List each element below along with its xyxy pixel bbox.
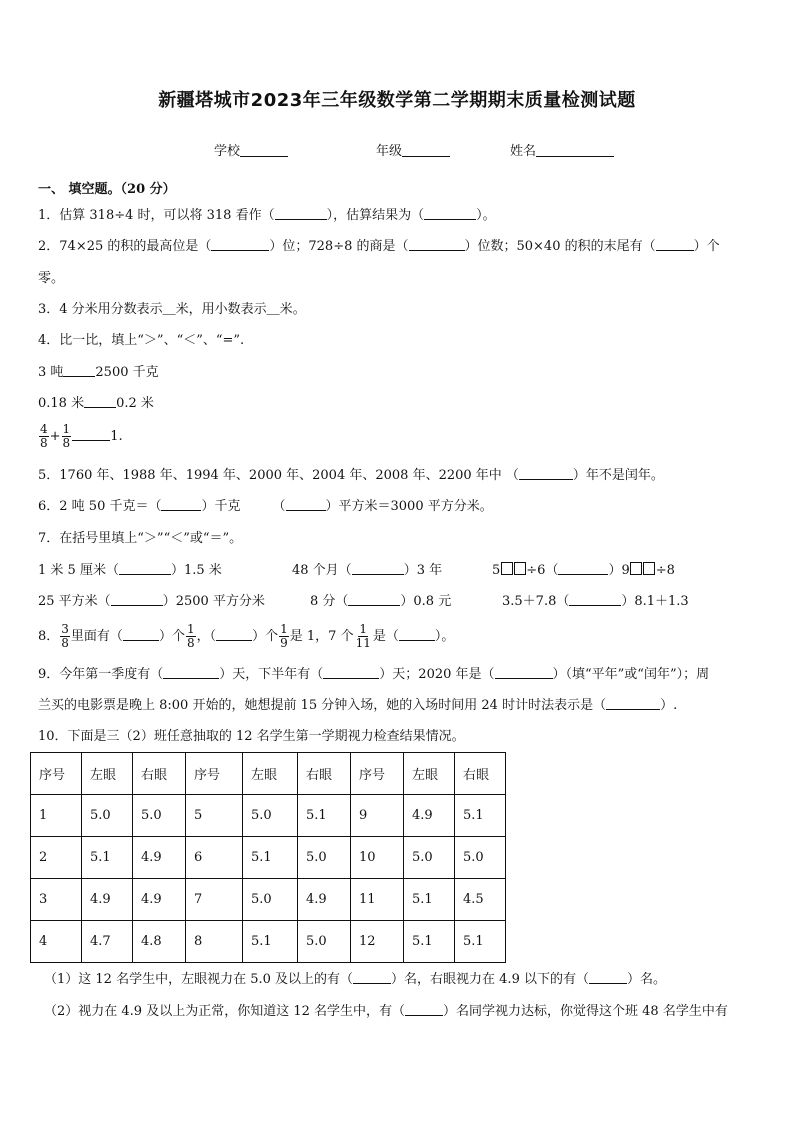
- header-cell: 右眼: [455, 753, 506, 795]
- question-4-row-1: [38, 364, 159, 382]
- table-cell: 5.1: [82, 837, 133, 879]
- q7-item-6: [502, 593, 689, 611]
- table-cell: 3: [31, 879, 82, 921]
- answer-blank[interactable]: [163, 666, 219, 679]
- q4-right: 1.: [110, 429, 123, 444]
- grade-label: 年级: [376, 144, 403, 159]
- q8-text: ）。: [434, 629, 455, 644]
- answer-blank[interactable]: [519, 467, 573, 480]
- table-cell: 8: [186, 921, 243, 963]
- q9-text: 兰买的电影票是晚上 8:00 开始的，她想提前 15 分钟入场，她的入场时间用 24 时计时法表示是（: [38, 698, 607, 713]
- answer-blank[interactable]: [216, 628, 252, 641]
- table-cell: 4.9: [404, 795, 455, 837]
- name-field: [510, 140, 614, 159]
- name-label: 姓名: [510, 144, 537, 159]
- fraction: [279, 623, 289, 650]
- answer-blank[interactable]: [353, 971, 391, 984]
- answer-blank[interactable]: [119, 562, 171, 575]
- numerator: 3: [61, 622, 69, 636]
- answer-blank[interactable]: [111, 593, 163, 606]
- q7-item-3: [492, 562, 675, 580]
- table-cell: 10: [351, 837, 404, 879]
- table-row: [31, 921, 506, 963]
- header-cell: 序号: [351, 753, 404, 795]
- question-4: 4．比一比，填上“＞”、“＜”、“=”.: [38, 333, 245, 348]
- question-9-cont: [38, 697, 677, 715]
- sub1-text: ）名，右眼视力在 4.9 以下的有（: [391, 972, 589, 987]
- school-field: [214, 140, 288, 159]
- table-cell: 9: [351, 795, 404, 837]
- school-blank[interactable]: [240, 142, 288, 157]
- answer-blank[interactable]: [84, 395, 116, 408]
- q1-text-b: ），估算结果为（: [326, 208, 425, 223]
- plus-sign: +: [49, 429, 61, 444]
- numerator: 1: [186, 622, 195, 636]
- header-cell: 序号: [186, 753, 243, 795]
- header-cell: 右眼: [298, 753, 351, 795]
- q6-text-d: ）平方米＝3000 平方分米。: [325, 499, 493, 514]
- table-cell: 5.0: [243, 795, 298, 837]
- header-cell: 左眼: [243, 753, 298, 795]
- q7-item-4: [38, 593, 265, 611]
- denominator: 8: [40, 436, 48, 450]
- denominator: 8: [186, 636, 195, 650]
- table-cell: 12: [351, 921, 404, 963]
- answer-blank[interactable]: [399, 628, 435, 641]
- q4-left: 0.18 米: [38, 396, 85, 411]
- q1-text-c: ）。: [476, 208, 496, 223]
- denominator: 8: [61, 636, 69, 650]
- table-cell: 4.9: [298, 879, 351, 921]
- answer-blank[interactable]: [569, 593, 621, 606]
- table-cell: 5.0: [133, 795, 186, 837]
- answer-blank[interactable]: [275, 207, 327, 220]
- q7-text: ）1.5 米: [170, 563, 222, 578]
- question-9: [38, 666, 709, 684]
- q4-right: 0.2 米: [116, 396, 154, 411]
- table-cell: 4.9: [133, 879, 186, 921]
- table-cell: 1: [31, 795, 82, 837]
- q2-text-a: 2．74×25 的积的最高位是（: [38, 239, 212, 254]
- question-6: [38, 498, 493, 516]
- answer-blank[interactable]: [352, 562, 404, 575]
- q7-text: 1 米 5 厘米（: [38, 563, 119, 578]
- q7-item-2: [292, 562, 442, 580]
- question-3: 3．4 分米用分数表示＿米，用小数表示＿米。: [38, 302, 306, 317]
- q8-text: 是（: [372, 629, 399, 644]
- table-row: [31, 837, 506, 879]
- table-cell: 5.1: [455, 795, 506, 837]
- table-cell: 6: [186, 837, 243, 879]
- table-cell: 5.1: [243, 837, 298, 879]
- q7-text: ）0.8 元: [400, 594, 452, 609]
- q2-text-d: ）个: [693, 239, 720, 254]
- section-heading: 一、 填空题。（20 分）: [38, 182, 176, 197]
- table-cell: 5.0: [455, 837, 506, 879]
- q9-text: ）（填“平年”或“闰年”）；周: [552, 667, 710, 682]
- table-cell: 4.8: [133, 921, 186, 963]
- question-1: [38, 207, 496, 225]
- table-cell: 2: [31, 837, 82, 879]
- table-cell: 5.0: [243, 879, 298, 921]
- answer-blank[interactable]: [656, 238, 694, 251]
- q6-text-c: （: [272, 499, 286, 514]
- table-cell: 5.1: [455, 921, 506, 963]
- sub1-text: ）名。: [626, 972, 666, 987]
- question-8: [38, 622, 454, 652]
- q9-text: ）天，下半年有（: [219, 667, 324, 682]
- table-cell: 7: [186, 879, 243, 921]
- q4-right: 2500 千克: [95, 365, 159, 380]
- question-7: 7．在括号里填上“＞”“＜”或“＝”。: [38, 531, 243, 546]
- q7-text: 5: [492, 563, 501, 578]
- answer-blank[interactable]: [495, 666, 553, 679]
- q8-text: 里面有（: [70, 629, 123, 644]
- q6-text-b: ）千克: [201, 499, 241, 514]
- table-cell: 5: [186, 795, 243, 837]
- table-cell: 4.9: [82, 879, 133, 921]
- q7-text: ）3 年: [403, 563, 443, 578]
- answer-blank[interactable]: [72, 428, 110, 441]
- name-blank[interactable]: [536, 142, 614, 157]
- numerator: 1: [280, 622, 288, 636]
- q4-left: 3 吨: [38, 365, 64, 380]
- fraction: [39, 423, 49, 450]
- answer-blank[interactable]: [323, 666, 379, 679]
- q2-text-b: ）位；728÷8 的商是（: [269, 239, 409, 254]
- q7-text: 3.5＋7.8（: [502, 594, 570, 609]
- q6-text-a: 6．2 吨 50 千克＝（: [38, 499, 162, 514]
- digit-box[interactable]: [643, 562, 655, 575]
- school-label: 学校: [214, 144, 241, 159]
- header-cell: 序号: [31, 753, 82, 795]
- q7-text: 8 分（: [310, 594, 349, 609]
- q5-text-a: 5．1760 年、1988 年、1994 年、2000 年、2004 年、2008 年、2200 年中 （: [38, 468, 519, 483]
- table-cell: 4.5: [455, 879, 506, 921]
- sub2-text: ）名同学视力达标，你觉得这个班 48 名学生中有: [443, 1004, 728, 1019]
- table-cell: 5.1: [404, 879, 455, 921]
- q2-text-c: ）位数；50×40 的积的末尾有（: [464, 239, 656, 254]
- denominator: 11: [355, 636, 371, 650]
- q8-text: 是 1，7 个: [289, 629, 354, 644]
- answer-blank[interactable]: [424, 207, 476, 220]
- answer-blank[interactable]: [558, 562, 608, 575]
- table-header-row: [31, 753, 506, 795]
- page-title: 新疆塔城市2023年三年级数学第二学期期末质量检测试题: [158, 90, 636, 111]
- q9-text: ）.: [660, 698, 678, 713]
- denominator: 9: [280, 636, 288, 650]
- answer-blank[interactable]: [348, 593, 400, 606]
- question-4-row-3: [38, 423, 123, 451]
- denominator: 8: [62, 436, 71, 450]
- sub1-text: （1）这 12 名学生中，左眼视力在 5.0 及以上的有（: [44, 972, 354, 987]
- fraction: [62, 423, 72, 450]
- grade-field: [376, 140, 450, 159]
- table-row: [31, 879, 506, 921]
- digit-box[interactable]: [501, 562, 513, 575]
- question-10: 10．下面是三（2）班任意抽取的 12 名学生第一学期视力检查结果情况。: [38, 729, 465, 744]
- header-cell: 右眼: [133, 753, 186, 795]
- numerator: 1: [359, 622, 368, 636]
- table-cell: 5.0: [82, 795, 133, 837]
- q7-item-1: [38, 562, 222, 580]
- answer-blank[interactable]: [606, 697, 660, 710]
- fraction: [355, 623, 372, 650]
- q7-text: ）8.1＋1.3: [621, 594, 689, 609]
- table-cell: 5.1: [243, 921, 298, 963]
- q7-text: ）2500 平方分米: [162, 594, 265, 609]
- table-cell: 5.0: [298, 921, 351, 963]
- answer-blank[interactable]: [589, 971, 627, 984]
- q7-text: ÷8: [655, 563, 675, 578]
- answer-blank[interactable]: [409, 238, 465, 251]
- table-cell: 4: [31, 921, 82, 963]
- answer-blank[interactable]: [211, 238, 269, 251]
- q8-text: ，（: [196, 629, 217, 644]
- question-2: [38, 238, 720, 256]
- q7-item-5: [310, 593, 451, 611]
- fraction: [186, 623, 196, 650]
- table-cell: 4.7: [82, 921, 133, 963]
- q7-text: ÷6（: [526, 563, 559, 578]
- q5-text-b: ）年不是闰年。: [572, 468, 664, 483]
- numerator: 1: [62, 422, 71, 436]
- table-row: [31, 795, 506, 837]
- q7-text: 48 个月（: [292, 563, 352, 578]
- digit-box[interactable]: [514, 562, 526, 575]
- table-cell: 5.0: [404, 837, 455, 879]
- header-cell: 左眼: [404, 753, 455, 795]
- q9-text: 9．今年第一季度有（: [38, 667, 164, 682]
- q7-text: 25 平方米（: [38, 594, 111, 609]
- q9-text: ）天；2020 年是（: [379, 667, 495, 682]
- q7-text: ）9: [608, 563, 630, 578]
- q8-text: 8．: [38, 629, 60, 644]
- sub-question-1: [44, 971, 666, 989]
- table-cell: 5.1: [298, 795, 351, 837]
- table-cell: 5.0: [298, 837, 351, 879]
- sub2-text: （2）视力在 4.9 及以上为正常，你知道这 12 名学生中，有（: [44, 1004, 406, 1019]
- q8-text: ）个: [158, 629, 185, 644]
- table-cell: 5.1: [404, 921, 455, 963]
- q8-text: ）个: [252, 629, 279, 644]
- answer-blank[interactable]: [405, 1003, 443, 1016]
- answer-blank[interactable]: [123, 628, 159, 641]
- table-cell: 4.9: [133, 837, 186, 879]
- question-4-row-2: [38, 395, 154, 413]
- question-5: [38, 467, 664, 485]
- q1-text-a: 1．估算 318÷4 时，可以将 318 看作（: [38, 208, 275, 223]
- answer-blank[interactable]: [63, 364, 95, 377]
- fraction: [60, 623, 70, 650]
- grade-blank[interactable]: [402, 142, 450, 157]
- question-2-cont: 零。: [38, 271, 65, 286]
- digit-box[interactable]: [630, 562, 642, 575]
- header-cell: 左眼: [82, 753, 133, 795]
- answer-blank[interactable]: [286, 498, 326, 511]
- answer-blank[interactable]: [161, 498, 201, 511]
- numerator: 4: [40, 422, 48, 436]
- vision-table: [30, 752, 506, 963]
- table-cell: 11: [351, 879, 404, 921]
- sub-question-2: [44, 1003, 728, 1021]
